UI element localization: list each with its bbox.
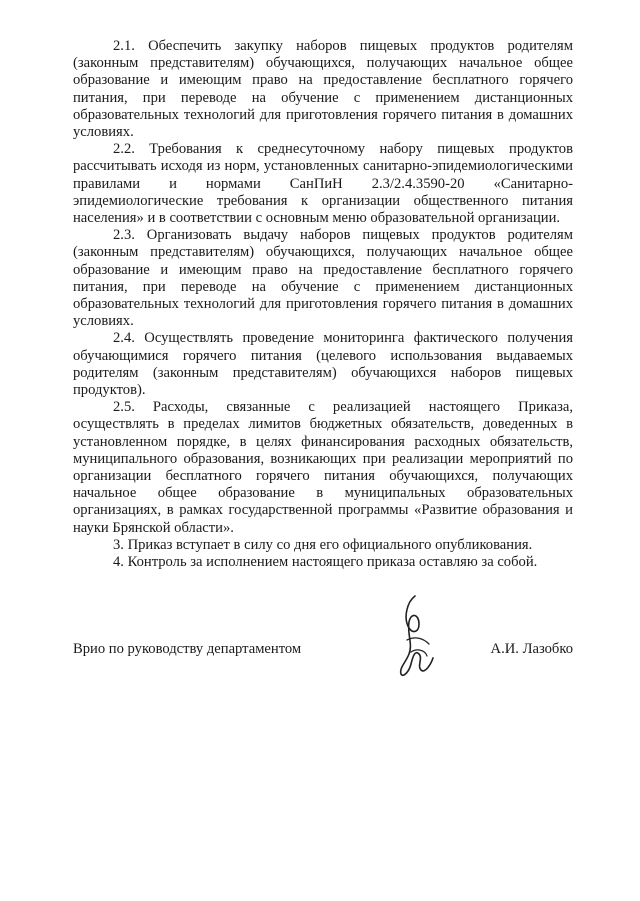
paragraph-2-2: 2.2. Требования к среднесуточному набору пищевых продуктов рассчитывать исходя из норм, установленных санитарно-эпидемиологическими правилами и нормами СанПиН 2.3/2.4.3590-20 «Санитарно-эпидемиологические требования к организации общественного питания населения» и в соответствии с основным меню образовательной организации. — [73, 141, 573, 227]
paragraph-2-3: 2.3. Организовать выдачу наборов пищевых продуктов родителям (законным представителям) обучающихся, получающих начальное общее образование и имеющим право на предоставление бесплатного горячего питания, при переводе на обучение с применением дистанционных образовательных технологий для приготовления горячего питания в домашних условиях. — [73, 227, 573, 330]
handwritten-signature — [385, 592, 445, 682]
paragraph-2-4: 2.4. Осуществлять проведение мониторинга фактического получения обучающимися горячего питания (целевого использования выдаваемых родителям (законным представителям) обучающихся наборов пищевых продуктов). — [73, 330, 573, 399]
paragraph-2-5: 2.5. Расходы, связанные с реализацией настоящего Приказа, осуществлять в пределах лимитов бюджетных обязательств, доведенных в установленном порядке, в целях финансирования расходных обязательств, муниципального образования, возникающих при реализации мероприятий по организации бесплатного горячего питания обучающихся, получающих начальное общее образование в муниципальных образовательных организациях, в рамках государственной программы «Развитие образования и науки Брянской области». — [73, 399, 573, 536]
document-body — [73, 38, 573, 571]
signature-block — [73, 641, 573, 661]
paragraph-2-1: 2.1. Обеспечить закупку наборов пищевых продуктов родителям (законным представителям) обучающихся, получающих начальное общее образование и имеющим право на предоставление бесплатного горячего питания, при переводе на обучение с применением дистанционных образовательных технологий для приготовления горячего питания в домашних условиях. — [73, 38, 573, 141]
signatory-name: А.И. Лазобко — [490, 641, 573, 657]
signatory-title: Врио по руководству департаментом — [73, 641, 302, 657]
paragraph-4: 4. Контроль за исполнением настоящего приказа оставляю за собой. — [113, 554, 538, 571]
paragraph-3: 3. Приказ вступает в силу со дня его официального опубликования. — [113, 536, 533, 553]
